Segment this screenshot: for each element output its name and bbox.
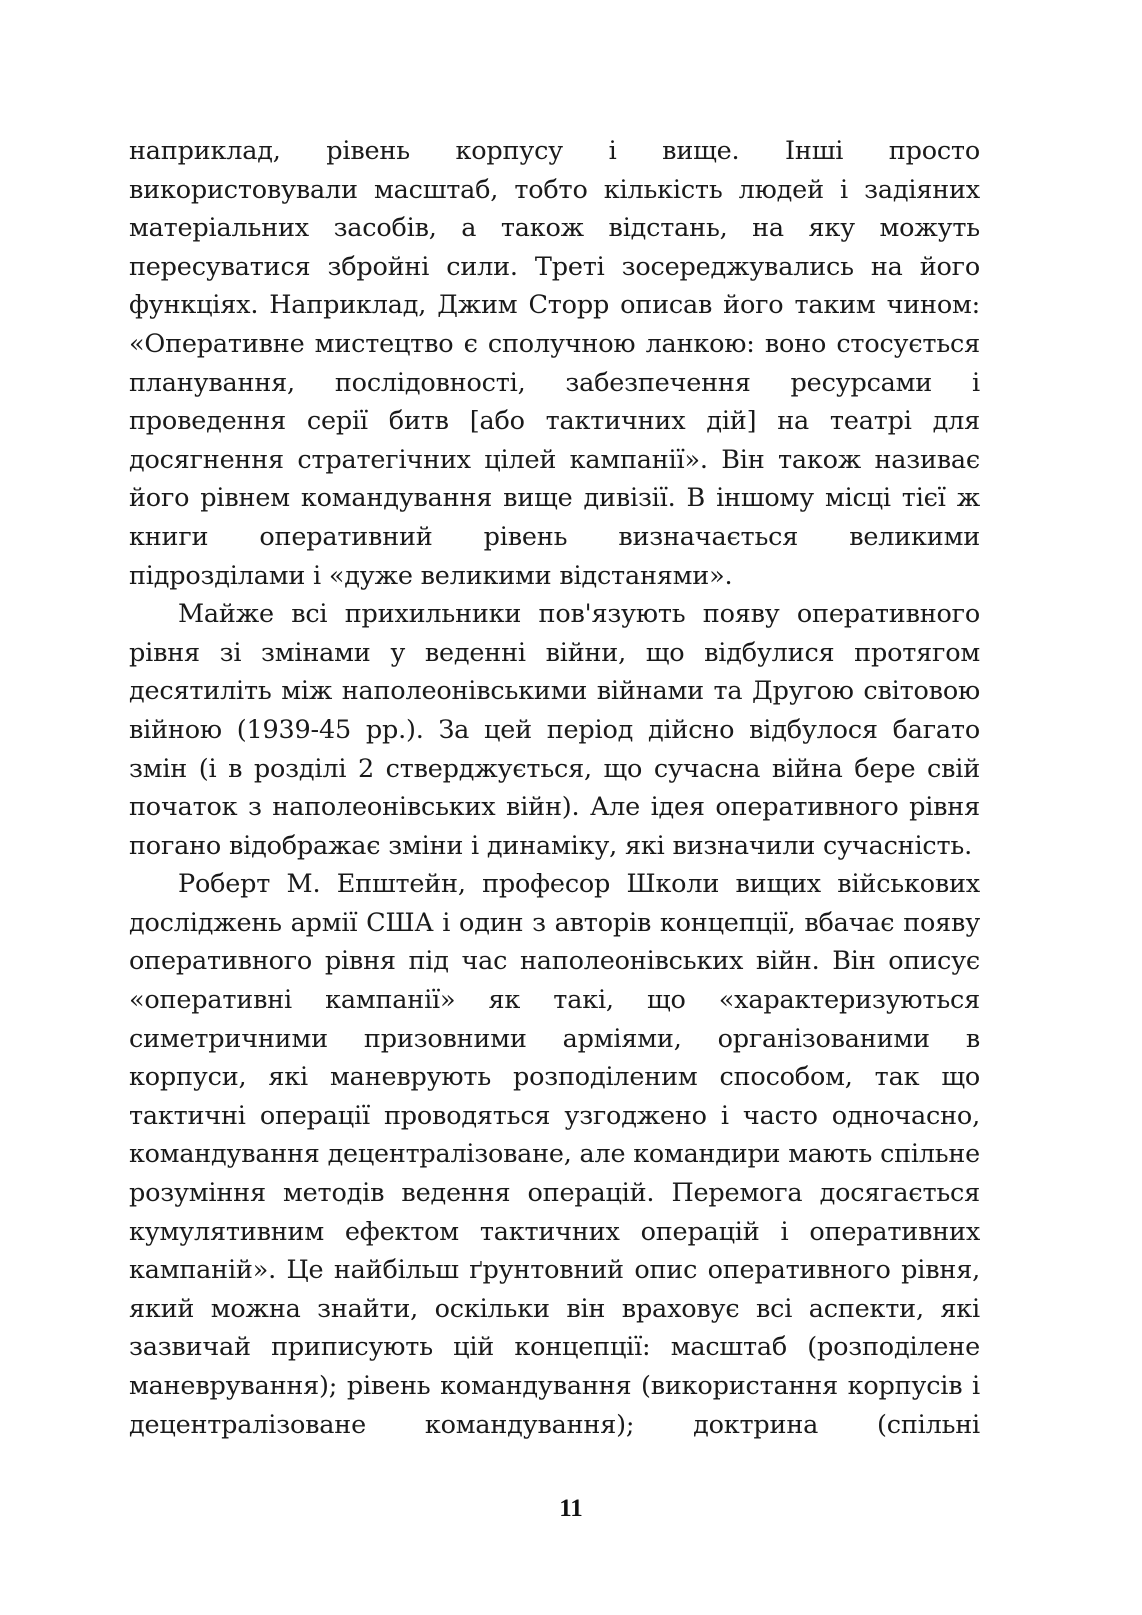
paragraph-1 — [129, 132, 980, 595]
text-line: Майже всі прихильники пов'язують появу оперативного — [178, 599, 980, 630]
text-line: функціях. Наприклад, Джим Сторр описав його таким чином: — [129, 290, 980, 321]
page-number: 11 — [559, 1495, 583, 1522]
text-line: пересуватися збройні сили. Треті зосереджувались на його — [129, 251, 980, 282]
text-line: матеріальних засобів, а також відстань, на яку можуть — [129, 213, 980, 244]
page-body — [129, 132, 980, 1444]
text-line: маневрування); рівень командування (використання корпусів і — [129, 1371, 980, 1401]
text-line: кумулятивним ефектом тактичних операцій і оперативних — [129, 1216, 980, 1247]
text-line: наприклад, рівень корпусу і вище. Інші просто — [129, 136, 980, 166]
text-line: погано відображає зміни і динаміку, які визначили сучасність. — [129, 830, 973, 861]
text-line: підрозділами і «дуже великими відстанями». — [129, 560, 733, 591]
text-line: рівня зі змінами у веденні війни, що відбулися протягом — [129, 637, 980, 668]
text-line: зазвичай приписують цій концепції: масштаб (розподілене — [129, 1332, 980, 1363]
text-line: планування, послідовності, забезпечення ресурсами і — [129, 367, 980, 398]
text-line: використовували масштаб, тобто кількість людей і задіяних — [129, 174, 980, 205]
text-line: командування децентралізоване, але командири мають спільне — [129, 1139, 981, 1170]
text-line: «оперативні кампанії» як такі, що «характеризуються — [129, 985, 980, 1016]
text-line: десятиліть між наполеонівськими війнами та Другою світовою — [129, 676, 980, 707]
text-line: «Оперативне мистецтво є сполучною ланкою: воно стосується — [129, 328, 980, 359]
text-line: кампаній». Це найбільш ґрунтовний опис оперативного рівня, — [129, 1255, 980, 1286]
text-line: Роберт М. Епштейн, професор Школи вищих військових — [178, 869, 980, 900]
text-line: початок з наполеонівських війн). Але ідея оперативного рівня — [129, 792, 980, 823]
paragraph-3 — [129, 865, 980, 1444]
text-line: симетричними призовними арміями, організованими в — [129, 1023, 980, 1054]
text-line: децентралізоване командування); доктрина (спільні — [129, 1409, 980, 1440]
text-line: змін (і в розділі 2 стверджується, що сучасна війна бере свій — [129, 753, 980, 784]
text-line: корпуси, які маневрують розподіленим способом, так що — [129, 1062, 980, 1093]
text-line: розуміння методів ведення операцій. Перемога досягається — [129, 1178, 980, 1209]
text-line: проведення серії битв [або тактичних дій] на театрі для — [129, 406, 980, 437]
text-line: досліджень армії США і один з авторів концепції, вбачає появу — [129, 907, 980, 938]
text-line: який можна знайти, оскільки він враховує всі аспекти, які — [129, 1293, 980, 1324]
paragraph-2 — [129, 595, 980, 865]
text-line: тактичні операції проводяться узгоджено і часто одночасно, — [129, 1100, 980, 1131]
text-line: книги оперативний рівень визначається великими — [129, 521, 980, 552]
text-line: оперативного рівня під час наполеонівських війн. Він описує — [129, 946, 980, 977]
text-line: його рівнем командування вище дивізії. В іншому місці тієї ж — [129, 483, 980, 514]
text-line: війною (1939-45 рр.). За цей період дійсно відбулося багато — [129, 714, 980, 745]
text-line: досягнення стратегічних цілей кампанії». Він також називає — [129, 444, 980, 475]
